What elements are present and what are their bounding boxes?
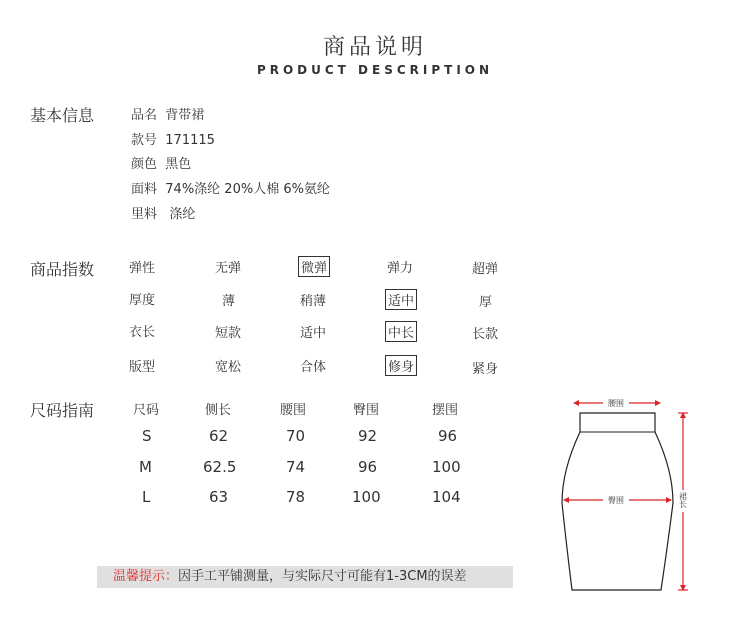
size-cell: 92 (358, 427, 378, 445)
index-option: 超弹 (472, 262, 499, 277)
index-fit-label: 版型 (129, 360, 156, 375)
info-row-fabric: 面料 74%涤纶 20%人棉 6%氨纶 (131, 182, 330, 197)
size-cell: 96 (438, 427, 458, 445)
index-option: 薄 (222, 294, 236, 309)
index-option: 厚 (479, 295, 493, 310)
hip-label: 臀围 (608, 496, 624, 505)
index-option-selected: 中长 (385, 321, 417, 342)
size-cell: 62 (209, 427, 229, 445)
size-cell: 62.5 (203, 458, 237, 476)
index-option-selected: 修身 (385, 355, 417, 376)
note-text: 因手工平铺测量，与实际尺寸可能有1-3CM的误差 (178, 569, 467, 584)
index-option: 适中 (300, 326, 327, 341)
size-col-header: 摆围 (432, 403, 459, 418)
size-cell: L (142, 488, 151, 506)
size-col-header: 腰围 (280, 403, 307, 418)
index-option: 短款 (215, 326, 242, 341)
product-index-heading: 商品指数 (30, 260, 95, 279)
basic-info-heading: 基本信息 (30, 106, 95, 125)
index-thickness-label: 厚度 (129, 293, 156, 308)
size-cell: 100 (432, 458, 461, 476)
size-cell: M (139, 458, 152, 476)
index-option: 弹力 (387, 261, 414, 276)
info-row-color: 颜色 黑色 (131, 157, 192, 172)
size-cell: 104 (432, 488, 461, 506)
size-cell: 74 (286, 458, 306, 476)
page-title: 商品说明 (322, 35, 427, 60)
size-cell: 96 (358, 458, 378, 476)
size-cell: 100 (352, 488, 381, 506)
size-cell: 63 (209, 488, 229, 506)
size-cell: 70 (286, 427, 306, 445)
size-cell: 78 (286, 488, 306, 506)
measurement-note (97, 566, 513, 588)
index-option: 宽松 (215, 360, 242, 375)
skirt-measurement-diagram (555, 385, 705, 600)
index-option-selected: 适中 (385, 289, 417, 310)
index-option-selected: 微弹 (298, 256, 330, 277)
index-option: 紧身 (472, 362, 499, 377)
info-row-lining: 里料 涤纶 (131, 207, 196, 222)
size-cell: S (142, 427, 152, 445)
length-label: 裙长 (678, 492, 688, 508)
size-col-header: 尺码 (133, 403, 160, 418)
size-guide-heading: 尺码指南 (30, 401, 95, 420)
size-col-header: 臀围 (353, 403, 380, 418)
info-row-style-no: 款号 171115 (131, 133, 215, 148)
info-row-name: 品名 背带裙 (131, 108, 205, 123)
index-length-label: 衣长 (129, 325, 156, 340)
index-option: 无弹 (215, 261, 242, 276)
page-subtitle: PRODUCT DESCRIPTION (256, 63, 494, 77)
index-option: 合体 (300, 360, 327, 375)
index-elasticity-label: 弹性 (129, 261, 156, 276)
size-col-header: 侧长 (205, 403, 232, 418)
index-option: 长款 (472, 327, 499, 342)
index-option: 稍薄 (300, 294, 327, 309)
waist-label: 腰围 (608, 399, 624, 408)
note-prefix: 温馨提示： (113, 569, 179, 584)
